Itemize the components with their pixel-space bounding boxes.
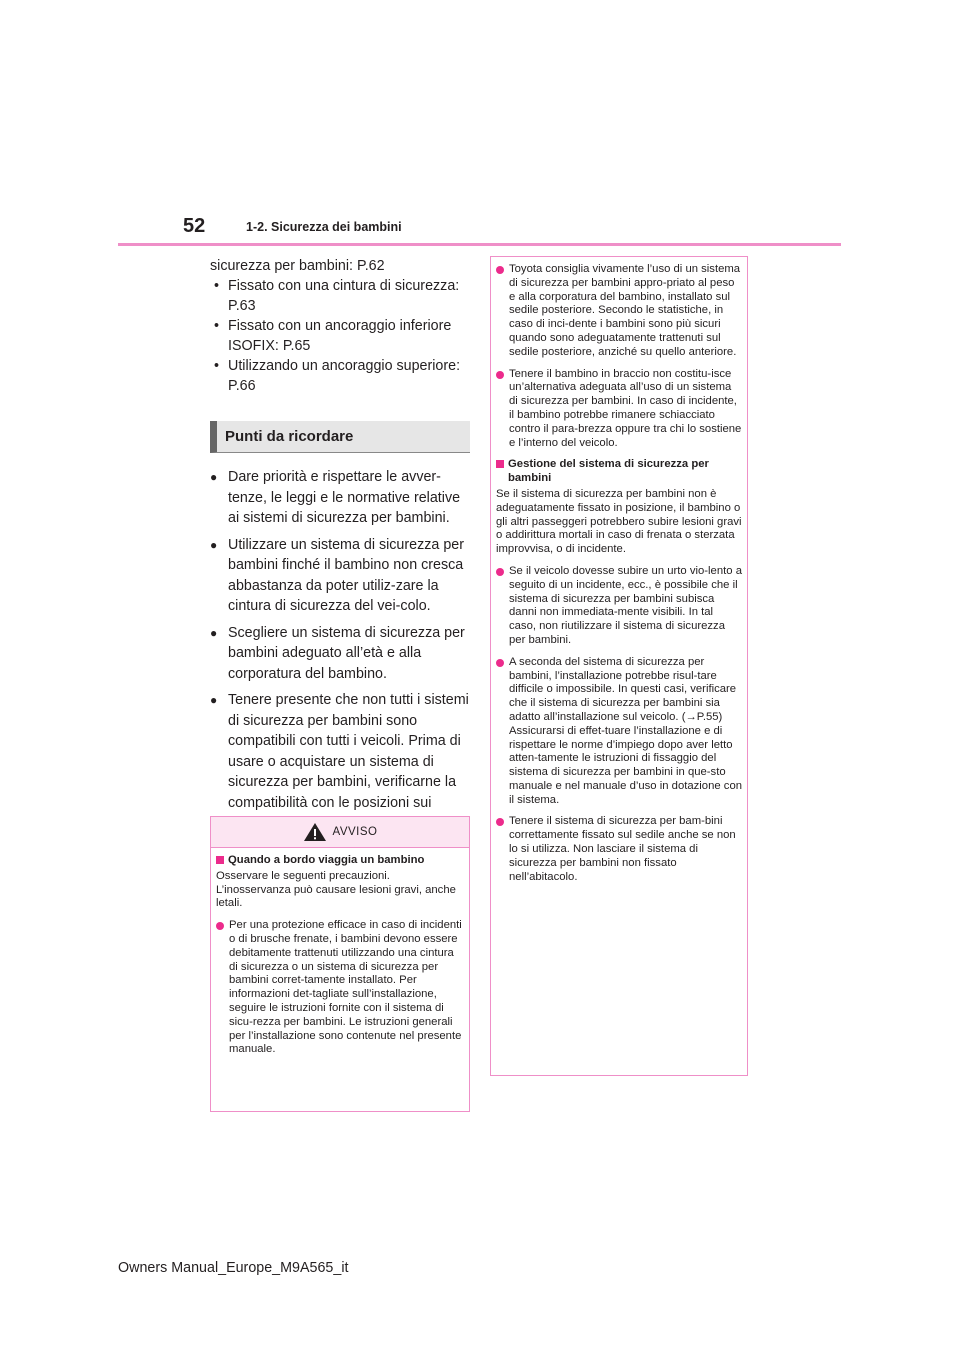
list-item	[210, 690, 470, 834]
circle-bullet-icon	[496, 818, 504, 826]
bullet-icon: ●	[210, 537, 218, 552]
footer-text: Owners Manual_Europe_M9A565_it	[118, 1260, 349, 1276]
subitem-line: Utilizzando un ancoraggio superiore:	[228, 358, 461, 374]
warning-paragraph: Osservare le seguenti precauzioni. L’inosservanza può causare lesioni gravi, anche letali.	[216, 869, 456, 910]
intro-subitem	[210, 356, 470, 396]
list-item	[210, 467, 470, 529]
right-heading-text: Gestione del sistema di sicurezza per bambini	[508, 458, 709, 485]
points-title: Punti da ricordare	[225, 428, 354, 445]
warning-body	[211, 848, 469, 1057]
warning-box	[210, 816, 470, 1112]
right-info-box	[490, 256, 748, 1076]
list-item	[210, 535, 470, 617]
bullet-dot: •	[214, 358, 220, 374]
warning-label: AVVISO	[332, 826, 378, 838]
circle-bullet-icon	[496, 371, 504, 379]
list-item-text: Utilizzare un sistema di sicurezza per bambini finché il bambino non cresca abbastanza da poter utiliz-zare la cintura di sicurezza del vei-colo.	[228, 536, 464, 614]
list-item-text: Dare priorità e rispettare le avver-tenze, le leggi e le normative relative ai sistemi di sicurezza per bambini.	[228, 469, 461, 526]
subitem-line: P.63	[228, 298, 256, 314]
header-divider	[118, 243, 841, 246]
subitem-line: Fissato con una cintura di sicurezza:	[228, 278, 460, 294]
list-item	[496, 263, 742, 360]
list-item	[496, 368, 742, 451]
list-item-text: Tenere il bambino in braccio non costitu-isce un’alternativa adeguata all’uso di un sistema di sicurezza per bambini. In caso di incidente, il bambino potrebbe rimanere schiacciato contro il para-brezza oppure tra chi lo sostiene e l’interno del veicolo.	[509, 367, 742, 449]
intro-subitem	[210, 316, 470, 356]
circle-bullet-icon	[216, 922, 224, 930]
intro-subitem	[210, 276, 470, 316]
right-paragraph: Se il sistema di sicurezza per bambini non è adeguatamente fissato in posizione, il bambino o gli altri passeggeri potrebbero subire lesioni gravi o addirittura mortali in caso di frenata o sterzata improvvisa, o di incidente.	[496, 487, 742, 556]
bullet-dot: •	[214, 278, 220, 294]
bullet-icon: ●	[210, 470, 218, 484]
list-item-text: Scegliere un sistema di sicurezza per bambini adeguato all’età e alla corporatura del bambino.	[228, 624, 465, 682]
warning-heading-text: Quando a bordo viaggia un bambino	[228, 854, 425, 866]
page-number: 52	[183, 215, 206, 237]
circle-bullet-icon	[496, 568, 504, 576]
points-list	[210, 467, 470, 834]
intro-first-line: sicurezza per bambini: P.62	[210, 258, 385, 274]
square-bullet-icon	[496, 460, 504, 468]
right-subheading	[496, 458, 742, 486]
list-item	[496, 815, 742, 884]
points-heading-box	[210, 421, 470, 453]
circle-bullet-icon	[496, 659, 504, 667]
list-item	[496, 656, 742, 808]
list-item-text: Se il veicolo dovesse subire un urto vio-lento a seguito di un incidente, ecc., è possibile che il sistema di sicurezza per bambini subisca danni non immediata-mente visibili. In tal caso, non riutilizzare il sistema di sicurezza per bambini.	[509, 564, 742, 646]
list-item	[496, 565, 742, 648]
list-item	[210, 623, 470, 685]
bullet-icon: ●	[210, 693, 218, 707]
warning-subheading	[216, 854, 464, 868]
intro-text	[210, 256, 470, 396]
list-item-text: Per una protezione efficace in caso di incidenti o di brusche frenate, i bambini devono essere debitamente trattenuti utilizzando una cintura di sicurezza o un sistema di sicurezza per bambini corret-tamente installato. Per informazioni det-tagliate sull’installazione, seguire le istruzioni fornite con il sistema di sicu-rezza per bambini. Le istruzioni generali per l’installazione sono contenute nel presente manuale.	[229, 919, 462, 1056]
square-bullet-icon	[216, 856, 224, 864]
subitem-line: P.66	[228, 378, 256, 394]
warning-triangle-icon	[303, 822, 327, 842]
warning-header	[211, 817, 469, 848]
list-item-text: Tenere presente che non tutti i sistemi di sicurezza per bambini sono compatibili con tutti i veicoli. Prima di usare o acquistare un sistema di sicurezza per bambini, verificarne la compatibilità con le posizioni sui	[228, 692, 469, 811]
list-item	[216, 919, 464, 1057]
list-item-text: A seconda del sistema di sicurezza per bambini, l’installazione potrebbe risul-tare difficile o impossibile. In questi casi, verificare che il sistema di sicurezza per bambini sia adatto all’installazione sul veicolo. (→P.55) Assicurarsi di effet-tuare l’installazione e di rispettare le norme d’impiego dopo aver letto atten-tamente le istruzioni di fissaggio del sistema di sicurezza per bambini in que-sto manuale e nel manuale d’uso in dotazione con il sistema.	[509, 655, 743, 806]
left-column	[210, 256, 470, 840]
circle-bullet-icon	[496, 266, 504, 274]
bullet-icon: ●	[210, 625, 218, 640]
subitem-line: ISOFIX: P.65	[228, 338, 311, 354]
subitem-line: Fissato con un ancoraggio inferiore	[228, 318, 452, 334]
list-item-text: Toyota consiglia vivamente l’uso di un sistema di sicurezza per bambini appro-priato al peso e alla corporatura del bambino, installato sul sedile posteriore. Secondo le statistiche, in caso di inci-dente i bambini sono più sicuri quando sono adeguatamente trattenuti sul sedile posteriore, anziché su quello anteriore.	[509, 263, 741, 358]
section-title: 1-2. Sicurezza dei bambini	[246, 220, 402, 234]
list-item-text: Tenere il sistema di sicurezza per bam-bini correttamente fissato sul sedile anche se non lo si utilizza. Non lasciare il sistema di sicurezza per bambini non fissato nell’abitacolo.	[509, 815, 736, 883]
bullet-dot: •	[214, 318, 220, 334]
